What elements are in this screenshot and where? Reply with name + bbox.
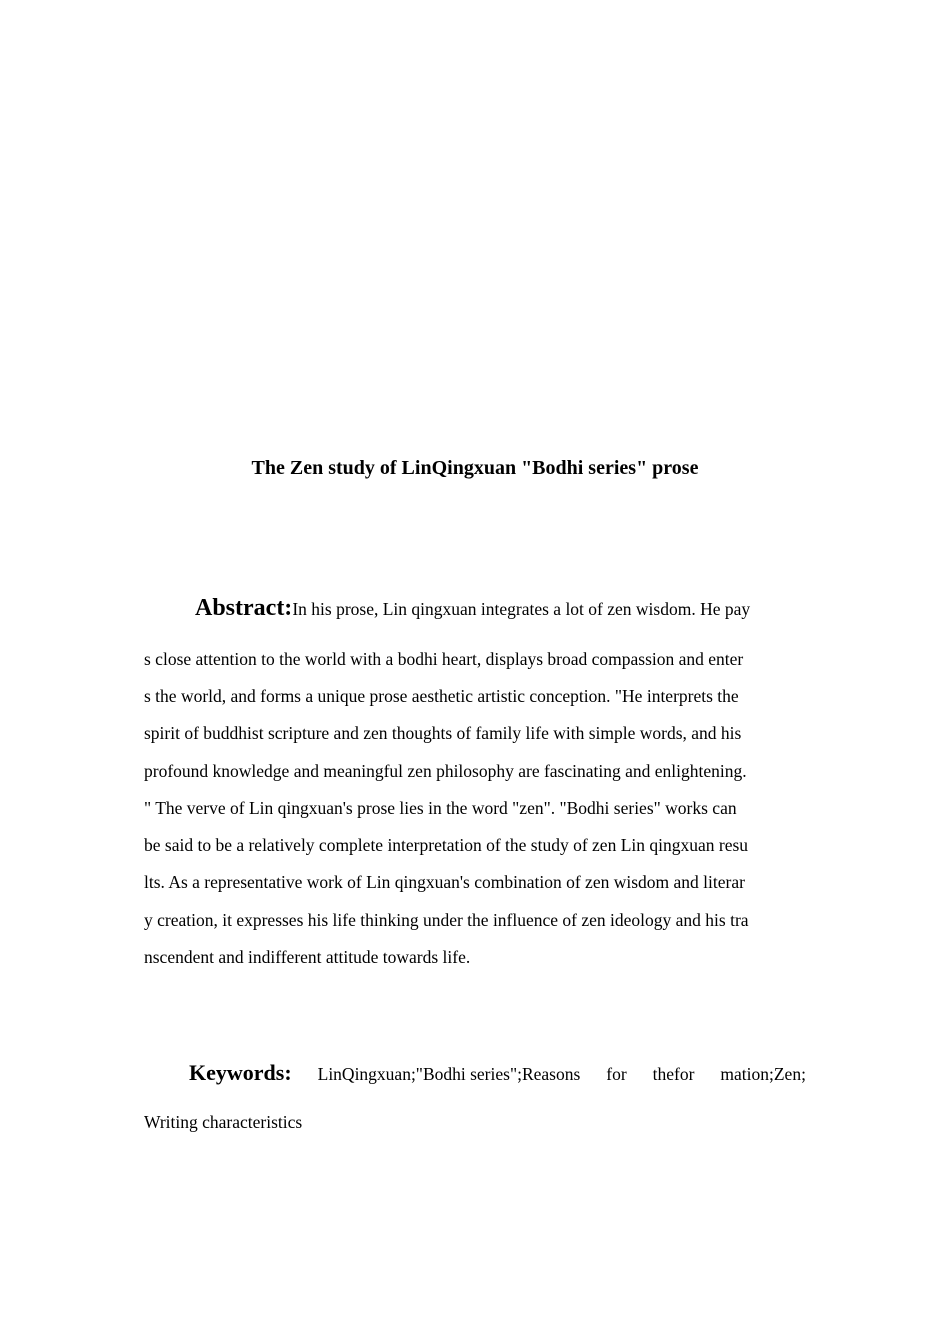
abstract-line-8: lts. As a representative work of Lin qingxuan's combination of zen wisdom and literar	[144, 872, 745, 892]
abstract-line-5: profound knowledge and meaningful zen philosophy are fascinating and enlightening.	[144, 761, 747, 781]
abstract-line-3: s the world, and forms a unique prose aesthetic artistic conception. "He interprets the	[144, 686, 739, 706]
keyword-segment: LinQingxuan;"Bodhi series";Reasons	[317, 1064, 581, 1084]
abstract-line-7: be said to be a relatively complete interpretation of the study of zen Lin qingxuan resu	[144, 835, 749, 855]
abstract-heading: Abstract:	[195, 595, 293, 621]
keyword-segment: mation;Zen;	[720, 1064, 806, 1084]
keywords-line	[189, 1060, 806, 1086]
abstract-line-9: y creation, it expresses his life thinking under the influence of zen ideology and his tra	[144, 910, 749, 930]
abstract-line-4: spirit of buddhist scripture and zen thoughts of family life with simple words, and his	[144, 723, 742, 743]
abstract-line-1: In his prose, Lin qingxuan integrates a lot of zen wisdom. He pay	[292, 599, 751, 619]
keyword-segment: for	[606, 1064, 627, 1084]
keyword-segment: thefor	[652, 1064, 695, 1084]
keywords-line-2: Writing characteristics	[144, 1112, 303, 1132]
abstract-line-2: s close attention to the world with a bodhi heart, displays broad compassion and enter	[144, 649, 744, 669]
abstract-line-10: nscendent and indifferent attitude towards life.	[144, 947, 471, 967]
paper-title: The Zen study of LinQingxuan "Bodhi series" prose	[251, 457, 699, 479]
abstract-line-6: " The verve of Lin qingxuan's prose lies in the word "zen". "Bodhi series" works can	[144, 798, 737, 818]
keywords-heading: Keywords:	[189, 1060, 292, 1085]
abstract-first-line	[195, 596, 806, 620]
